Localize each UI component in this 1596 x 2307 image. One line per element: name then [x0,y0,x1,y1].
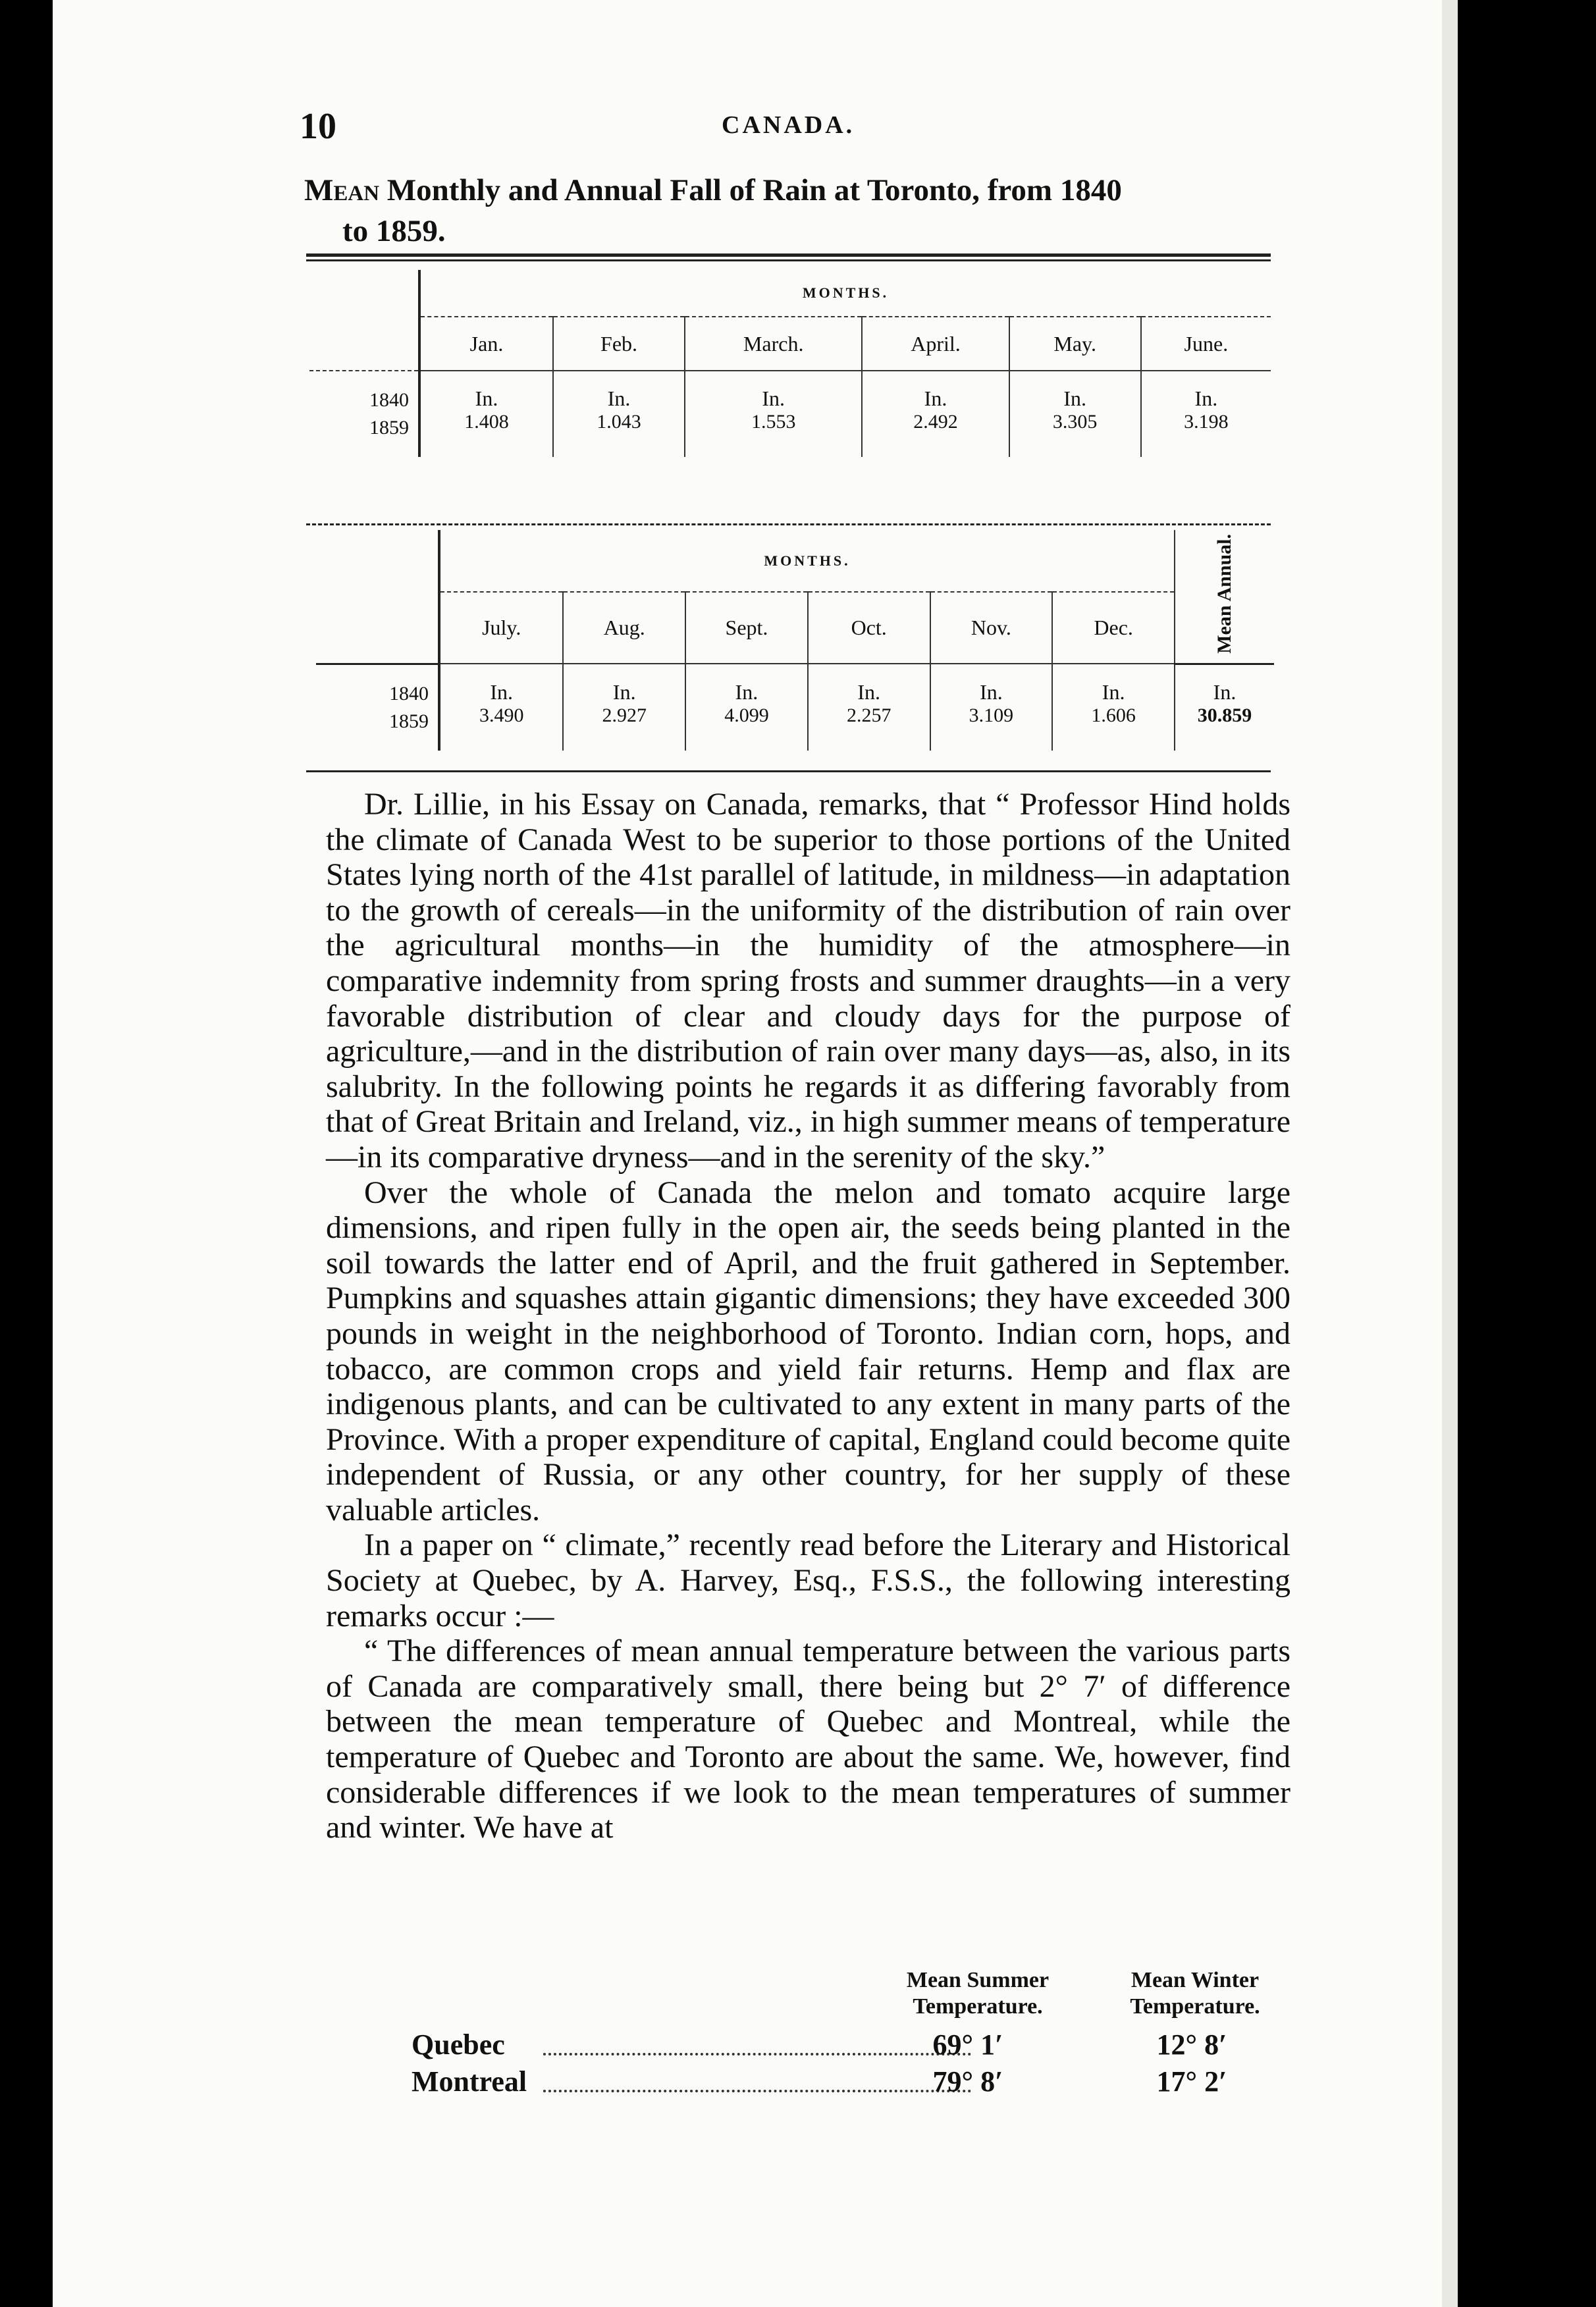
table1-month: Feb. [553,317,685,371]
year-end: 1859 [369,417,409,438]
table-bottom-rule [306,770,1271,772]
unit-label: In. [685,371,862,411]
unit-label: In. [563,664,685,704]
rain-value: 2.492 [862,411,1009,457]
paragraph: Over the whole of Canada the melon and tomato acquire large dimensions, and ripen fully in the open air, the seeds being planted in the soil towards the latter end of April, and the fruit gathered in September. Pumpkins and squashes attain gigantic dimensions; they have exceeded 300 pounds in weight in the neighborhood of Toronto. Indian corn, hops, and tobacco, are common crops and yield fair returns. Hemp and flax are indigenous plants, and can be cultivated to any extent in many parts of the Province. With a proper expenditure of capital, England could become quite independent of Russia, or any other country, for her supply of these valuable articles. [326,1175,1290,1527]
rain-value: 3.490 [479,704,524,726]
winter-column-head [1090,1967,1300,2020]
unit-label: In. [1141,371,1271,411]
table2-month: July. [439,592,563,664]
caption-lead: Mean [304,173,380,207]
rain-value: 3.305 [1009,411,1141,457]
rain-value: 2.257 [808,704,930,751]
table-top-rule [306,253,1271,261]
annual-value: 30.859 [1175,704,1274,751]
summer-column-head [869,1967,1086,2020]
rain-table-first-half [309,270,1271,457]
caption-line2: to 1859. [342,214,446,248]
table1-month: March. [685,317,862,371]
table1-years [309,371,419,457]
place-name: Quebec [412,2029,505,2061]
paragraph: “ The differences of mean annual temperature between the various parts of Canada are comparatively small, there being but 2° 7′ of difference between the mean temperature of Quebec and Montreal, while the temperature of Quebec and Toronto are about the same. We, however, find considerable differences if we look to the mean temperatures of summer and winter. We have at [326,1633,1290,1845]
table-caption [304,170,1279,252]
winter-temperature: 12° 8′ [1156,2029,1227,2061]
rain-value: 2.927 [563,704,685,751]
year-start: 1840 [369,389,409,411]
page-number: 10 [300,106,336,147]
table-mid-rule [306,523,1271,525]
summer-head-line1: Mean Summer [906,1968,1050,1992]
unit-label: In. [475,386,498,410]
winter-temperature: 17° 2′ [1156,2065,1227,2098]
winter-head-line1: Mean Winter [1130,1968,1260,1992]
page-edge [1442,0,1458,2307]
unit-label: In. [808,664,930,704]
rain-value: 1.408 [464,411,509,433]
table2-corner [316,530,439,664]
table1-month: May. [1009,317,1141,371]
summer-temperature: 79° 8′ [932,2065,1003,2098]
rain-table-second-half [316,530,1274,751]
summer-head-line2: Temperature. [913,1994,1043,2019]
year-end: 1859 [389,710,429,732]
rain-value: 1.606 [1052,704,1175,751]
rain-value: 4.099 [685,704,808,751]
table2-month: Sept. [685,592,808,664]
body-text [326,787,1290,1845]
unit-label: In. [1009,371,1141,411]
table1-month: April. [862,317,1009,371]
rain-value: 1.553 [685,411,862,457]
unit-label: In. [930,664,1053,704]
unit-label: In. [685,664,808,704]
rain-value: 1.043 [553,411,685,457]
table1-month: June. [1141,317,1271,371]
table2-years [316,664,439,751]
caption-line1: Monthly and Annual Fall of Rain at Toronto, from 1840 [379,173,1122,207]
paragraph: Dr. Lillie, in his Essay on Canada, remarks, that “ Professor Hind holds the climate of Canada West to be superior to those portions of the United States lying north of the 41st parallel of latitude, in mildness—in adaptation to the growth of cereals—in the uniformity of the distribution of rain over the agricultural months—in the humidity of the atmosphere—in comparative indemnity from spring frosts and summer draughts—in a very favorable distribution of clear and cloudy days for the purpose of agriculture,—and in the distribution of rain over many days—as, also, in its salubrity. In the following points he regards it as differing favorably from that of Great Britain and Ireland, viz., in high summer means of temperature—in its comparative dryness—and in the serenity of the sky.” [326,787,1290,1175]
running-title: CANADA. [722,111,855,139]
unit-label: In. [553,371,685,411]
year-start: 1840 [389,682,429,704]
table1-corner [309,270,419,371]
annual-label: Mean Annual. [1213,534,1235,654]
unit-label: In. [1052,664,1175,704]
rain-value: 3.109 [930,704,1053,751]
unit-label: In. [1175,664,1274,704]
table2-months-label: MONTHS. [439,530,1175,592]
unit-label: In. [862,371,1009,411]
table2-month: Nov. [930,592,1053,664]
annual-header [1175,530,1274,664]
rain-value: 3.198 [1141,411,1271,457]
table2-month: Oct. [808,592,930,664]
table1-months-label: MONTHS. [419,270,1271,317]
table2-month: Aug. [563,592,685,664]
place-name: Montreal [412,2065,527,2098]
table2-month: Dec. [1052,592,1175,664]
winter-head-line2: Temperature. [1130,1994,1260,2019]
table1-month: Jan. [419,317,553,371]
unit-label: In. [490,679,514,704]
paragraph: In a paper on “ climate,” recently read before the Literary and Historical Society at Quebec, by A. Harvey, Esq., F.S.S., the following interesting remarks occur :— [326,1527,1290,1633]
summer-temperature: 69° 1′ [932,2029,1003,2061]
